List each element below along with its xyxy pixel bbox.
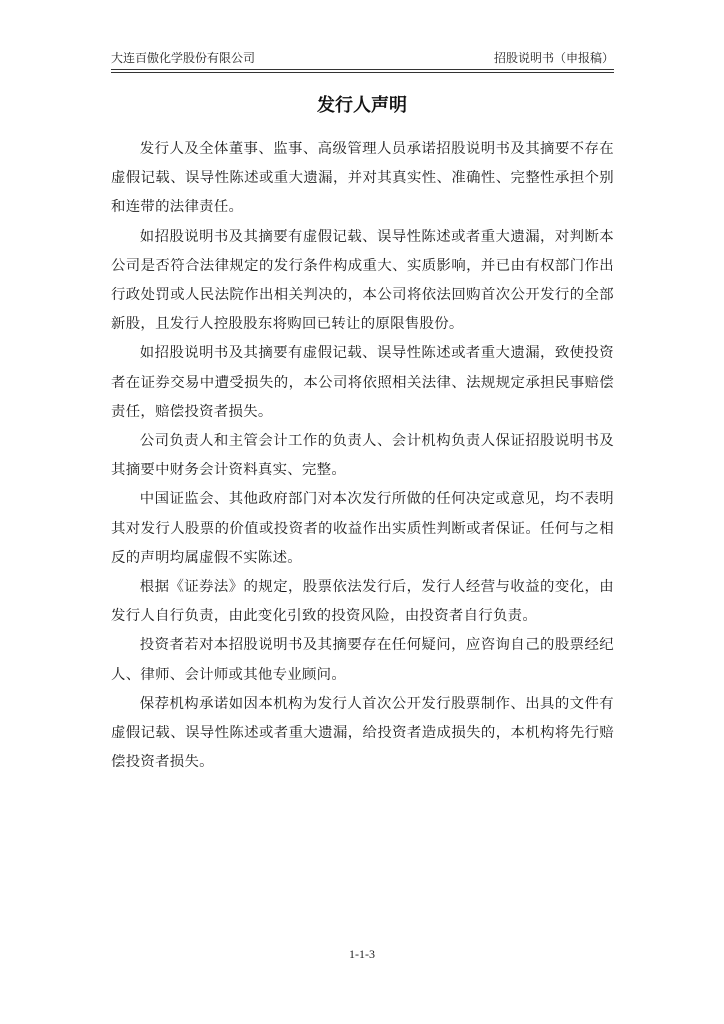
header-rule-top [111,69,614,70]
page-title: 发行人声明 [317,95,407,116]
declaration-body [111,135,614,777]
paragraph: 公司负责人和主管会计工作的负责人、会计机构负责人保证招股说明书及其摘要中财务会计资料真实、完整。 [111,433,614,479]
header-company-name: 大连百傲化学股份有限公司 [111,51,256,65]
header-rule-bottom [111,72,614,73]
paragraph: 如招股说明书及其摘要有虚假记载、误导性陈述或者重大遗漏，致使投资者在证券交易中遭受损失的，本公司将依照相关法律、法规规定承担民事赔偿责任，赔偿投资者损失。 [111,345,614,420]
page-header [111,50,614,67]
paragraph: 中国证监会、其他政府部门对本次发行所做的任何决定或意见，均不表明其对发行人股票的价值或投资者的收益作出实质性判断或者保证。任何与之相反的声明均属虚假不实陈述。 [111,491,614,566]
page-number: 1-1-3 [349,947,375,961]
paragraph: 发行人及全体董事、监事、高级管理人员承诺招股说明书及其摘要不存在虚假记载、误导性陈述或重大遗漏，并对其真实性、准确性、完整性承担个别和连带的法律责任。 [111,141,614,216]
paragraph: 根据《证券法》的规定，股票依法发行后，发行人经营与收益的变化，由发行人自行负责，由此变化引致的投资风险，由投资者自行负责。 [111,579,614,625]
header-document-type: 招股说明书（申报稿） [493,51,614,65]
paragraph: 如招股说明书及其摘要有虚假记载、误导性陈述或者重大遗漏，对判断本公司是否符合法律规定的发行条件构成重大、实质影响，并已由有权部门作出行政处罚或人民法院作出相关判决的，本公司将依法回购首次公开发行的全部新股，且发行人控股股东将购回已转让的原限售股份。 [111,228,614,333]
paragraph: 投资者若对本招股说明书及其摘要存在任何疑问，应咨询自己的股票经纪人、律师、会计师或其他专业顾问。 [111,637,614,683]
paragraph: 保荐机构承诺如因本机构为发行人首次公开发行股票制作、出具的文件有虚假记载、误导性陈述或者重大遗漏，给投资者造成损失的，本机构将先行赔偿投资者损失。 [111,695,614,771]
